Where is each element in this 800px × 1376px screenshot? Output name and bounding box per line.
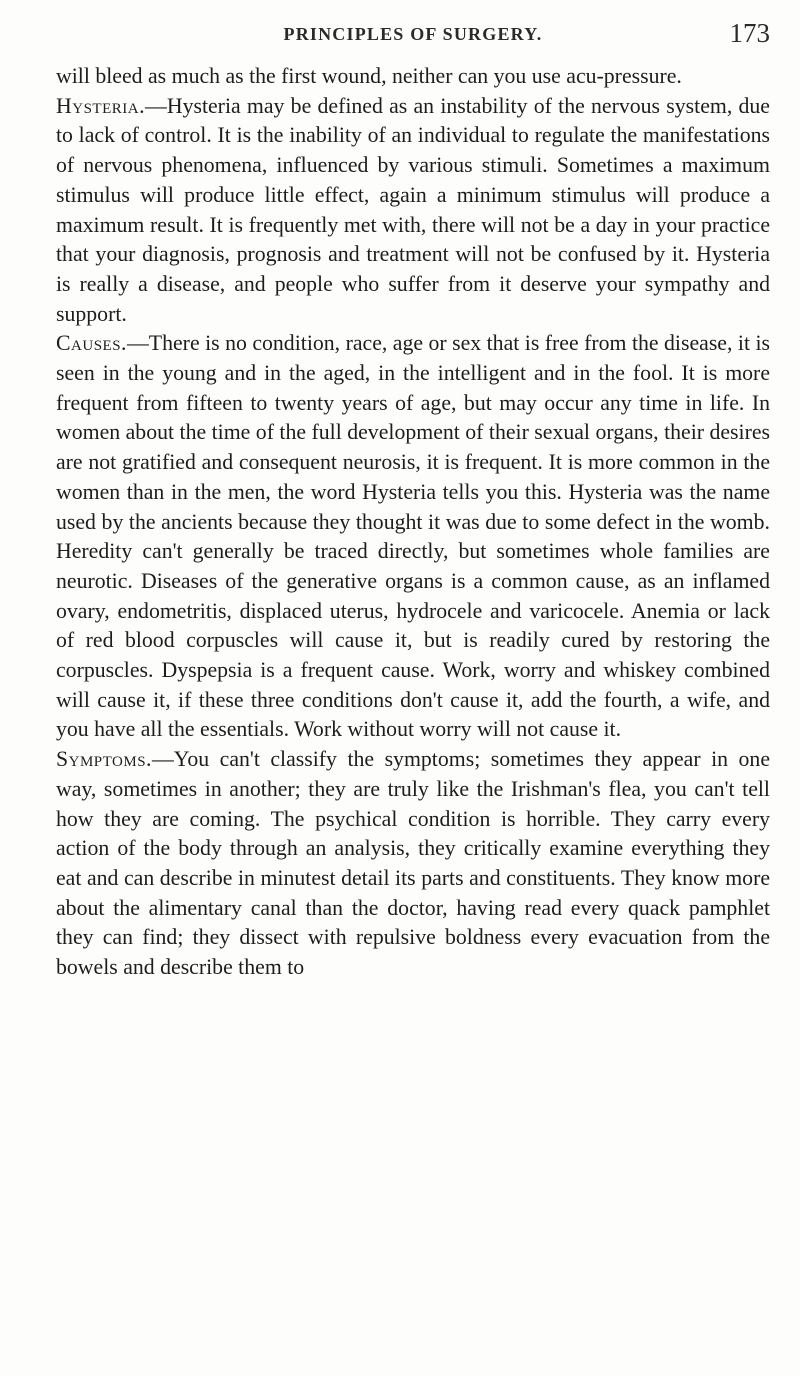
paragraph-text: —Hysteria may be defined as an instability of the nervous system, due to lack of control. It is the inability of an individual to regulate the manifestations of nervous phenomena, influenced by various stimuli. Sometimes a maximum stimulus will produce little effect, again a minimum stimulus will produce a maximum result. It is frequently met with, there will not be a day in your practice that your diagnosis, prognosis and treatment will not be confused by it. Hysteria is really a disease, and people who suffer from it deserve your sympathy and support. bbox=[56, 93, 770, 326]
page-number: 173 bbox=[729, 18, 770, 48]
paragraph-text: —You can't classify the symptoms; sometimes they appear in one way, sometimes in another; they are truly like the Irishman's flea, you can't tell how they are coming. The psychical condition is horrible. They carry every action of the body through an analysis, they critically examine everything they eat and can describe in minutest detail its parts and constituents. They know more about the alimentary canal than the doctor, having read every quack pamphlet they can find; they dissect with repulsive boldness every evacuation from the bowels and describe them to bbox=[56, 747, 770, 980]
running-title: PRINCIPLES OF SURGERY. bbox=[283, 24, 543, 44]
section-heading-symptoms: Symptoms. bbox=[56, 747, 152, 772]
section-heading-causes: Causes. bbox=[56, 331, 127, 356]
section-heading-hysteria: Hysteria. bbox=[56, 93, 146, 118]
paragraph-symptoms bbox=[56, 745, 770, 983]
paragraph-text: will bleed as much as the first wound, neither can you use acu-pressure. bbox=[56, 64, 682, 88]
paragraph-continuation bbox=[56, 62, 770, 92]
body-text bbox=[56, 62, 770, 983]
paragraph-text: —There is no condition, race, age or sex that is free from the disease, it is seen in the young and in the aged, in the intelligent and in the fool. It is more frequent from fifteen to twenty years of age, but may occur any time in life. In women about the time of the full development of their sexual organs, their desires are not gratified and consequent neurosis, it is frequent. It is more common in the women than in the men, the word Hysteria tells you this. Hysteria was the name used by the ancients because they thought it was due to some defect in the womb. Heredity can't generally be traced directly, but sometimes whole families are neurotic. Diseases of the generative organs is a common cause, as an inflamed ovary, endometritis, displaced uterus, hydrocele and varicocele. Anemia or lack of red blood corpuscles will cause it, but is readily cured by restoring the corpuscles. Dyspepsia is a frequent cause. Work, worry and whiskey combined will cause it, if these three conditions don't cause it, add the fourth, a wife, and you have all the essentials. Work without worry will not cause it. bbox=[56, 331, 770, 742]
paragraph-causes bbox=[56, 329, 770, 745]
page-header bbox=[56, 18, 770, 58]
paragraph-hysteria bbox=[56, 92, 770, 330]
